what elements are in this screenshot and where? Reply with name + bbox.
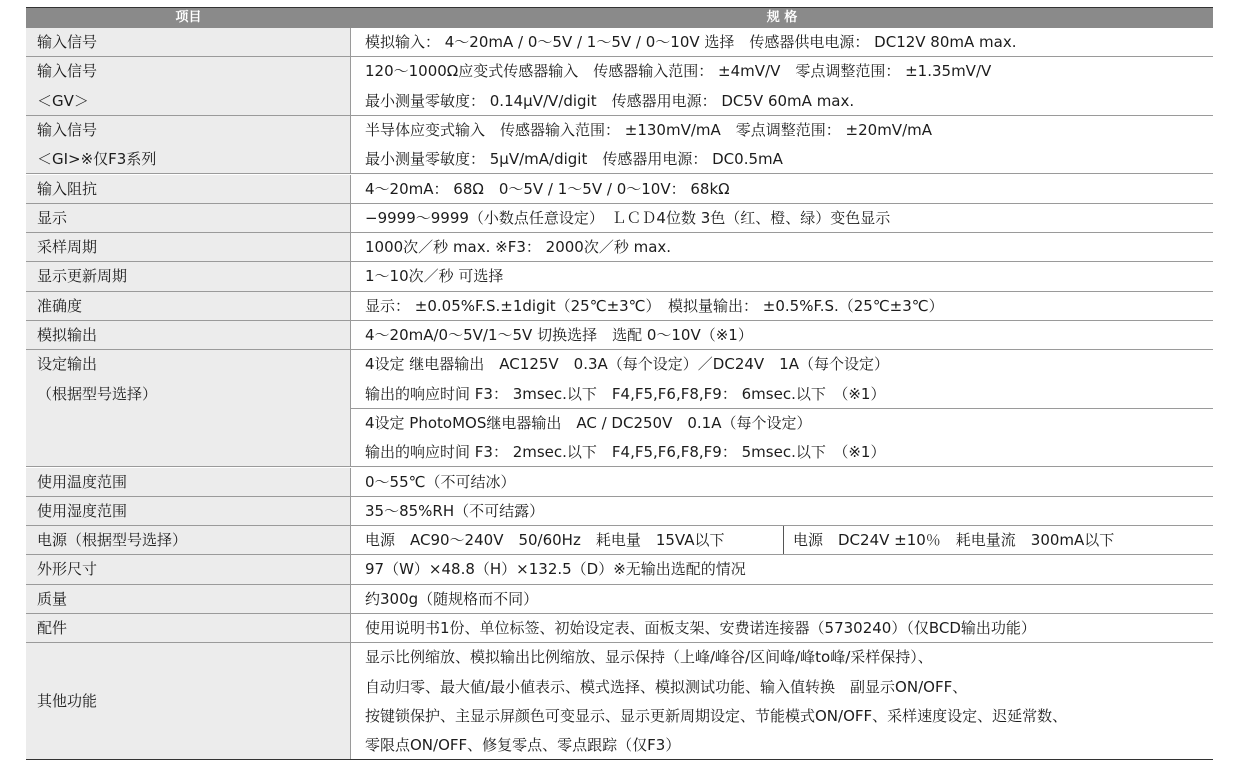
header-spec: 规 格 — [766, 10, 798, 25]
row-value: 35～85%RH（不可结露） — [365, 501, 545, 520]
row-label-cell — [26, 350, 351, 466]
row-value-cell — [351, 526, 1213, 554]
row-value: 1000次／秒 max. ※F3： 2000次／秒 max. — [365, 238, 672, 257]
row-label: ＜GV＞ — [37, 91, 89, 110]
row-label-cell — [26, 204, 351, 232]
row-label-cell — [26, 292, 351, 320]
row-label-cell — [26, 555, 351, 583]
row-value-cell — [351, 614, 1213, 642]
row-value: 4～20mA： 68Ω 0～5V / 1～5V / 0～10V： 68kΩ — [365, 179, 730, 198]
row-label: 显示更新周期 — [37, 267, 128, 286]
table-row — [26, 321, 1213, 350]
table-row — [26, 643, 1213, 760]
row-value-cell — [351, 175, 1213, 203]
row-value: 显示比例缩放、模拟输出比例缩放、显示保持（上峰/峰谷/区间峰/峰to峰/采样保持）、 — [365, 648, 933, 667]
row-label: 输入信号 — [37, 120, 98, 139]
row-label: 输入信号 — [37, 33, 98, 51]
row-label: 显示 — [37, 208, 68, 227]
row-value: 最小测量零敏度： 0.14μV/V/digit 传感器用电源： DC5V 60mA max. — [365, 91, 855, 110]
row-label-cell — [26, 28, 351, 56]
row-value: 4～20mA/0～5V/1～5V 切换选择 选配 0～10V（※1） — [365, 326, 753, 344]
row-label-cell — [26, 468, 351, 496]
table-row — [26, 28, 1213, 57]
row-value: 输出的响应时间 F3： 2msec.以下 F4,F5,F6,F8,F9： 5msec.以下 （※1） — [365, 443, 886, 462]
table-row — [26, 116, 1213, 175]
row-label: 质量 — [37, 589, 68, 608]
table-row — [26, 555, 1213, 584]
header-item: 项目 — [175, 10, 202, 25]
row-label-cell — [26, 321, 351, 349]
row-value: 4设定 PhotoMOS继电器输出 AC / DC250V 0.1A（每个设定） — [365, 413, 812, 432]
table-header — [26, 7, 1213, 28]
table-row — [26, 614, 1213, 643]
row-value: 最小测量零敏度： 5μV/mA/digit 传感器用电源： DC0.5mA — [365, 150, 783, 169]
row-label: 模拟输出 — [37, 326, 98, 344]
row-value-cell — [351, 204, 1213, 232]
row-value: 显示： ±0.05%F.S.±1digit（25℃±3℃） 模拟量输出： ±0.5%F.S.（25℃±3℃） — [365, 296, 944, 315]
row-value: 输出的响应时间 F3： 3msec.以下 F4,F5,F6,F8,F9： 6msec.以下 （※1） — [365, 384, 886, 403]
row-label-cell — [26, 643, 351, 759]
table-row — [26, 585, 1213, 614]
row-value-cell — [351, 555, 1213, 583]
row-value-cell — [351, 497, 1213, 525]
row-value: 使用说明书1份、单位标签、初始设定表、面板支架、安费诺连接器（5730240）（仅BCD输出功能） — [365, 619, 1036, 637]
row-value-cell — [351, 262, 1213, 290]
row-label: 外形尺寸 — [37, 560, 98, 579]
row-value-cell — [351, 57, 1213, 115]
row-label: 电源（根据型号选择） — [37, 531, 188, 550]
row-value-cell — [351, 585, 1213, 613]
row-label-cell — [26, 262, 351, 290]
row-label-cell — [26, 233, 351, 261]
row-label-cell — [26, 116, 351, 174]
row-value: 97（W）×48.8（H）×132.5（D）※无输出选配的情况 — [365, 560, 746, 579]
row-label-cell — [26, 175, 351, 203]
row-label: 使用湿度范围 — [37, 501, 128, 520]
table-row — [26, 262, 1213, 291]
row-value: 约300g（随规格而不同） — [365, 589, 539, 608]
table-row — [26, 233, 1213, 262]
spec-table — [26, 7, 1213, 761]
table-row — [26, 57, 1213, 116]
row-label: 使用温度范围 — [37, 472, 128, 491]
row-label: 准确度 — [37, 296, 83, 315]
row-label: ＜GI>※仅F3系列 — [37, 150, 157, 169]
row-value: 模拟输入： 4～20mA / 0～5V / 1～5V / 0～10V 选择 传感器供电电源： DC12V 80mA max. — [365, 33, 1017, 51]
row-label-cell — [26, 57, 351, 115]
table-row — [26, 497, 1213, 526]
row-value-cell — [351, 28, 1213, 56]
row-label: （根据型号选择） — [37, 384, 158, 403]
row-value-cell — [351, 468, 1213, 496]
row-label-cell — [26, 497, 351, 525]
table-row — [26, 204, 1213, 233]
row-value: 自动归零、最大値/最小値表示、模式选择、模拟测试功能、输入值转换 副显示ON/OFF、 — [365, 677, 968, 696]
row-label-cell — [26, 585, 351, 613]
row-value-cell — [351, 643, 1213, 759]
row-label-cell — [26, 526, 351, 554]
table-row — [26, 175, 1213, 204]
column-divider — [783, 526, 784, 554]
row-label: 输入阻抗 — [37, 179, 98, 198]
table-row — [26, 350, 1213, 467]
row-value-cell — [351, 233, 1213, 261]
row-value: 零限点ON/OFF、修复零点、零点跟踪（仅F3） — [365, 736, 681, 755]
row-label: 配件 — [37, 619, 68, 637]
power-dc-spec: 电源 DC24V ±10％ 耗电量流 300mA以下 — [793, 531, 1115, 550]
row-label-cell — [26, 614, 351, 642]
power-ac-spec: 电源 AC90～240V 50/60Hz 耗电量 15VA以下 — [365, 531, 725, 550]
row-label: 采样周期 — [37, 238, 98, 257]
table-row — [26, 468, 1213, 497]
row-value: 半导体应变式输入 传感器输入范围： ±130mV/mA 零点调整范围： ±20mV/mA — [365, 120, 932, 139]
row-value: −9999～9999（小数点任意设定） ＬＣＤ4位数 3色（红、橙、绿）变色显示 — [365, 208, 891, 227]
row-value: 120～1000Ω应变式传感器输入 传感器输入范围： ±4mV/V 零点调整范围： ±1.35mV/V — [365, 62, 992, 81]
row-value: 1～10次／秒 可选择 — [365, 267, 504, 286]
row-value: 4设定 继电器输出 AC125V 0.3A（每个设定）／DC24V 1A（每个设定） — [365, 355, 889, 374]
row-label: 其他功能 — [37, 692, 98, 711]
table-row — [26, 526, 1213, 555]
table-row — [26, 292, 1213, 321]
row-value-cell — [351, 116, 1213, 174]
row-label: 输入信号 — [37, 62, 98, 81]
row-value: 0～55℃（不可结冰） — [365, 472, 516, 491]
row-value-cell — [351, 292, 1213, 320]
row-value: 按键锁保护、主显示屏颜色可变显示、显示更新周期设定、节能模式ON/OFF、采样速度设定、迟延常数、 — [365, 706, 1068, 725]
row-value-cell — [351, 321, 1213, 349]
row-label: 设定输出 — [37, 355, 98, 374]
row-value-cell — [351, 350, 1213, 466]
